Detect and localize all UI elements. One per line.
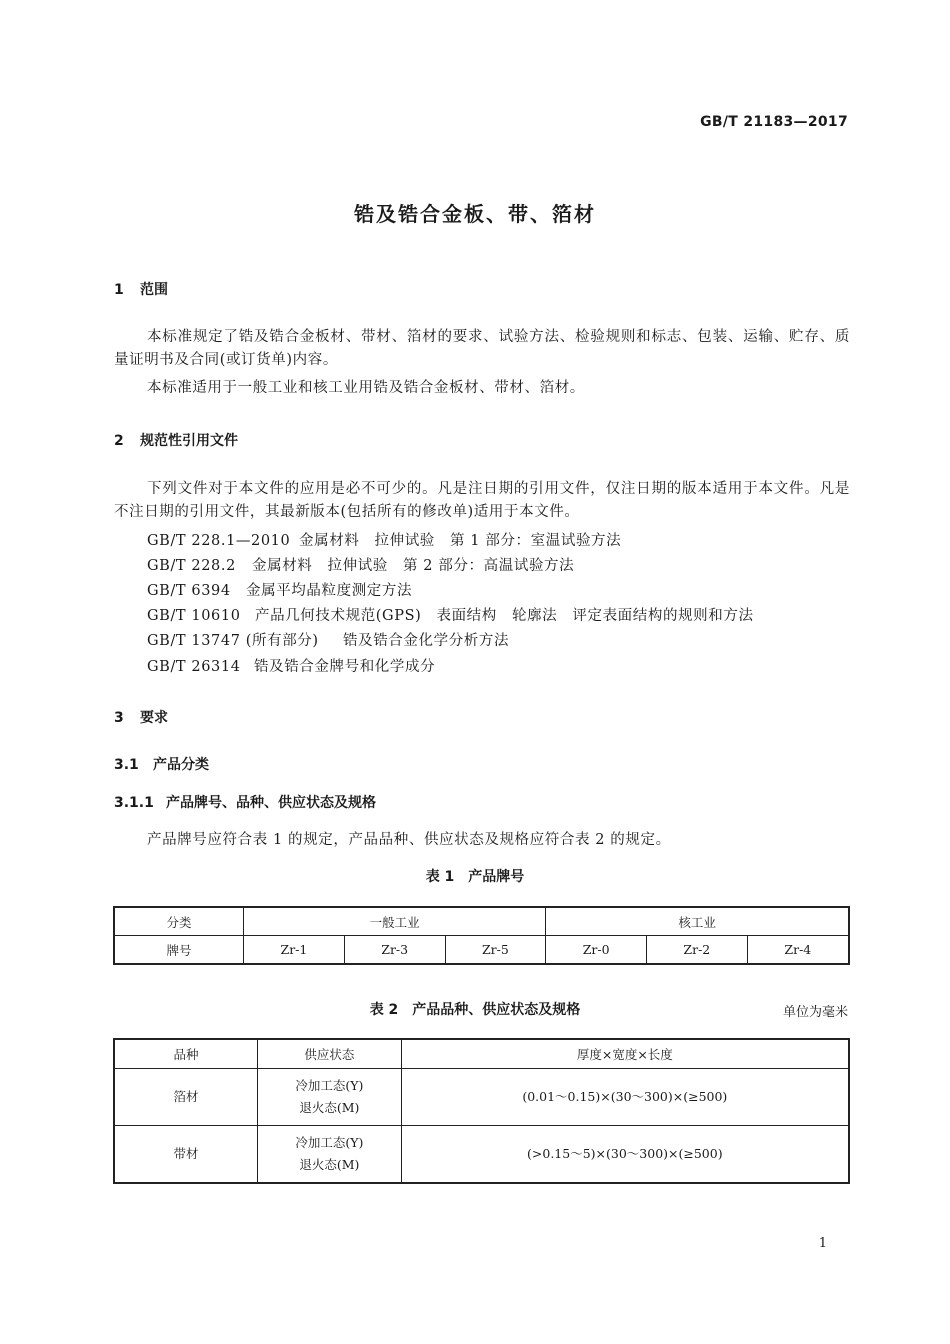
reference-code: GB/T 228.2 xyxy=(147,558,236,574)
section-3-heading xyxy=(114,707,168,727)
table-cell: 一般工业 xyxy=(244,907,546,936)
table-cell xyxy=(258,1126,402,1184)
table-1-caption: 表 1 产品牌号 xyxy=(425,869,525,885)
table-2-caption: 表 2 产品品种、供应状态及规格 xyxy=(369,1002,581,1018)
table-cell: 箔材 xyxy=(114,1069,258,1126)
reference-code: GB/T 6394 xyxy=(147,583,231,599)
table-cell: Zr-3 xyxy=(344,936,445,965)
column-header: 厚度×宽度×长度 xyxy=(401,1039,849,1069)
reference-code: GB/T 26314 xyxy=(147,659,241,675)
scope-paragraph-2: 本标准适用于一般工业和核工业用锆及锆合金板材、带材、箔材。 xyxy=(147,380,585,396)
classification-paragraph: 产品牌号应符合表 1 的规定，产品品种、供应状态及规格应符合表 2 的规定。 xyxy=(147,832,671,848)
section-title: 产品牌号、品种、供应状态及规格 xyxy=(166,795,376,811)
subsection-3-1-heading xyxy=(114,754,209,774)
table-cell: (>0.15～5)×(30～300)×(≥500) xyxy=(401,1126,849,1184)
reference-item xyxy=(147,554,574,575)
table-cell: 牌号 xyxy=(114,936,244,965)
table-row xyxy=(114,1069,849,1126)
section-number: 3.1.1 xyxy=(114,795,154,811)
normative-intro-paragraph: 下列文件对于本文件的应用是必不可少的。凡是注日期的引用文件，仅注日期的版本适用于本文件。凡是不注日期的引用文件，其最新版本(包括所有的修改单)适用于本文件。 xyxy=(114,481,850,520)
table-row xyxy=(114,1126,849,1184)
section-title: 要求 xyxy=(140,710,168,726)
table-cell: 核工业 xyxy=(546,907,849,936)
section-1-heading xyxy=(114,279,168,299)
column-header: 供应状态 xyxy=(258,1039,402,1069)
reference-item xyxy=(147,604,754,625)
table-cell xyxy=(258,1069,402,1126)
reference-item xyxy=(147,529,621,550)
section-number: 1 xyxy=(114,282,124,298)
reference-code: GB/T 228.1—2010 xyxy=(147,533,291,549)
product-spec-table xyxy=(113,1038,850,1184)
reference-title: 金属材料 拉伸试验 第 1 部分：室温试验方法 xyxy=(299,533,622,549)
reference-title: 锆及锆合金牌号和化学成分 xyxy=(254,659,436,675)
table-cell: Zr-2 xyxy=(646,936,747,965)
column-header: 品种 xyxy=(114,1039,258,1069)
table-header-row xyxy=(114,1039,849,1069)
document-title: 锆及锆合金板、带、箔材 xyxy=(354,202,596,226)
state-line: 退火态(M) xyxy=(299,1100,360,1115)
reference-item xyxy=(147,629,509,650)
reference-title: 锆及锆合金化学分析方法 xyxy=(343,633,510,649)
table-cell: 带材 xyxy=(114,1126,258,1184)
state-line: 冷加工态(Y) xyxy=(295,1135,364,1150)
reference-title: 金属材料 拉伸试验 第 2 部分：高温试验方法 xyxy=(252,558,575,574)
table-row xyxy=(114,936,849,965)
state-line: 冷加工态(Y) xyxy=(295,1078,364,1093)
reference-title: 金属平均晶粒度测定方法 xyxy=(246,583,413,599)
reference-item xyxy=(147,655,435,676)
table-cell: Zr-4 xyxy=(747,936,849,965)
section-2-heading xyxy=(114,430,238,450)
page-number: 1 xyxy=(818,1236,827,1251)
subsection-3-1-1-heading xyxy=(114,792,376,812)
table-cell: 分类 xyxy=(114,907,244,936)
state-line: 退火态(M) xyxy=(299,1157,360,1172)
table-cell: (0.01～0.15)×(30～300)×(≥500) xyxy=(401,1069,849,1126)
reference-item xyxy=(147,579,412,600)
table-cell: Zr-0 xyxy=(546,936,647,965)
unit-note: 单位为毫米 xyxy=(782,1005,848,1020)
section-title: 规范性引用文件 xyxy=(140,433,238,449)
reference-code: GB/T 10610 xyxy=(147,608,241,624)
table-row xyxy=(114,907,849,936)
section-number: 3 xyxy=(114,710,124,726)
table-cell: Zr-5 xyxy=(445,936,546,965)
table-cell: Zr-1 xyxy=(244,936,345,965)
section-number: 3.1 xyxy=(114,757,139,773)
reference-title: 产品几何技术规范(GPS) 表面结构 轮廓法 评定表面结构的规则和方法 xyxy=(255,608,754,624)
product-grade-table xyxy=(113,906,850,965)
section-title: 产品分类 xyxy=(153,757,209,773)
section-title: 范围 xyxy=(140,282,168,298)
scope-paragraph-1: 本标准规定了锆及锆合金板材、带材、箔材的要求、试验方法、检验规则和标志、包装、运输、贮存、质量证明书及合同(或订货单)内容。 xyxy=(114,329,850,368)
standard-code: GB/T 21183—2017 xyxy=(700,114,848,130)
section-number: 2 xyxy=(114,433,124,449)
reference-code: GB/T 13747 (所有部分) xyxy=(147,633,319,649)
